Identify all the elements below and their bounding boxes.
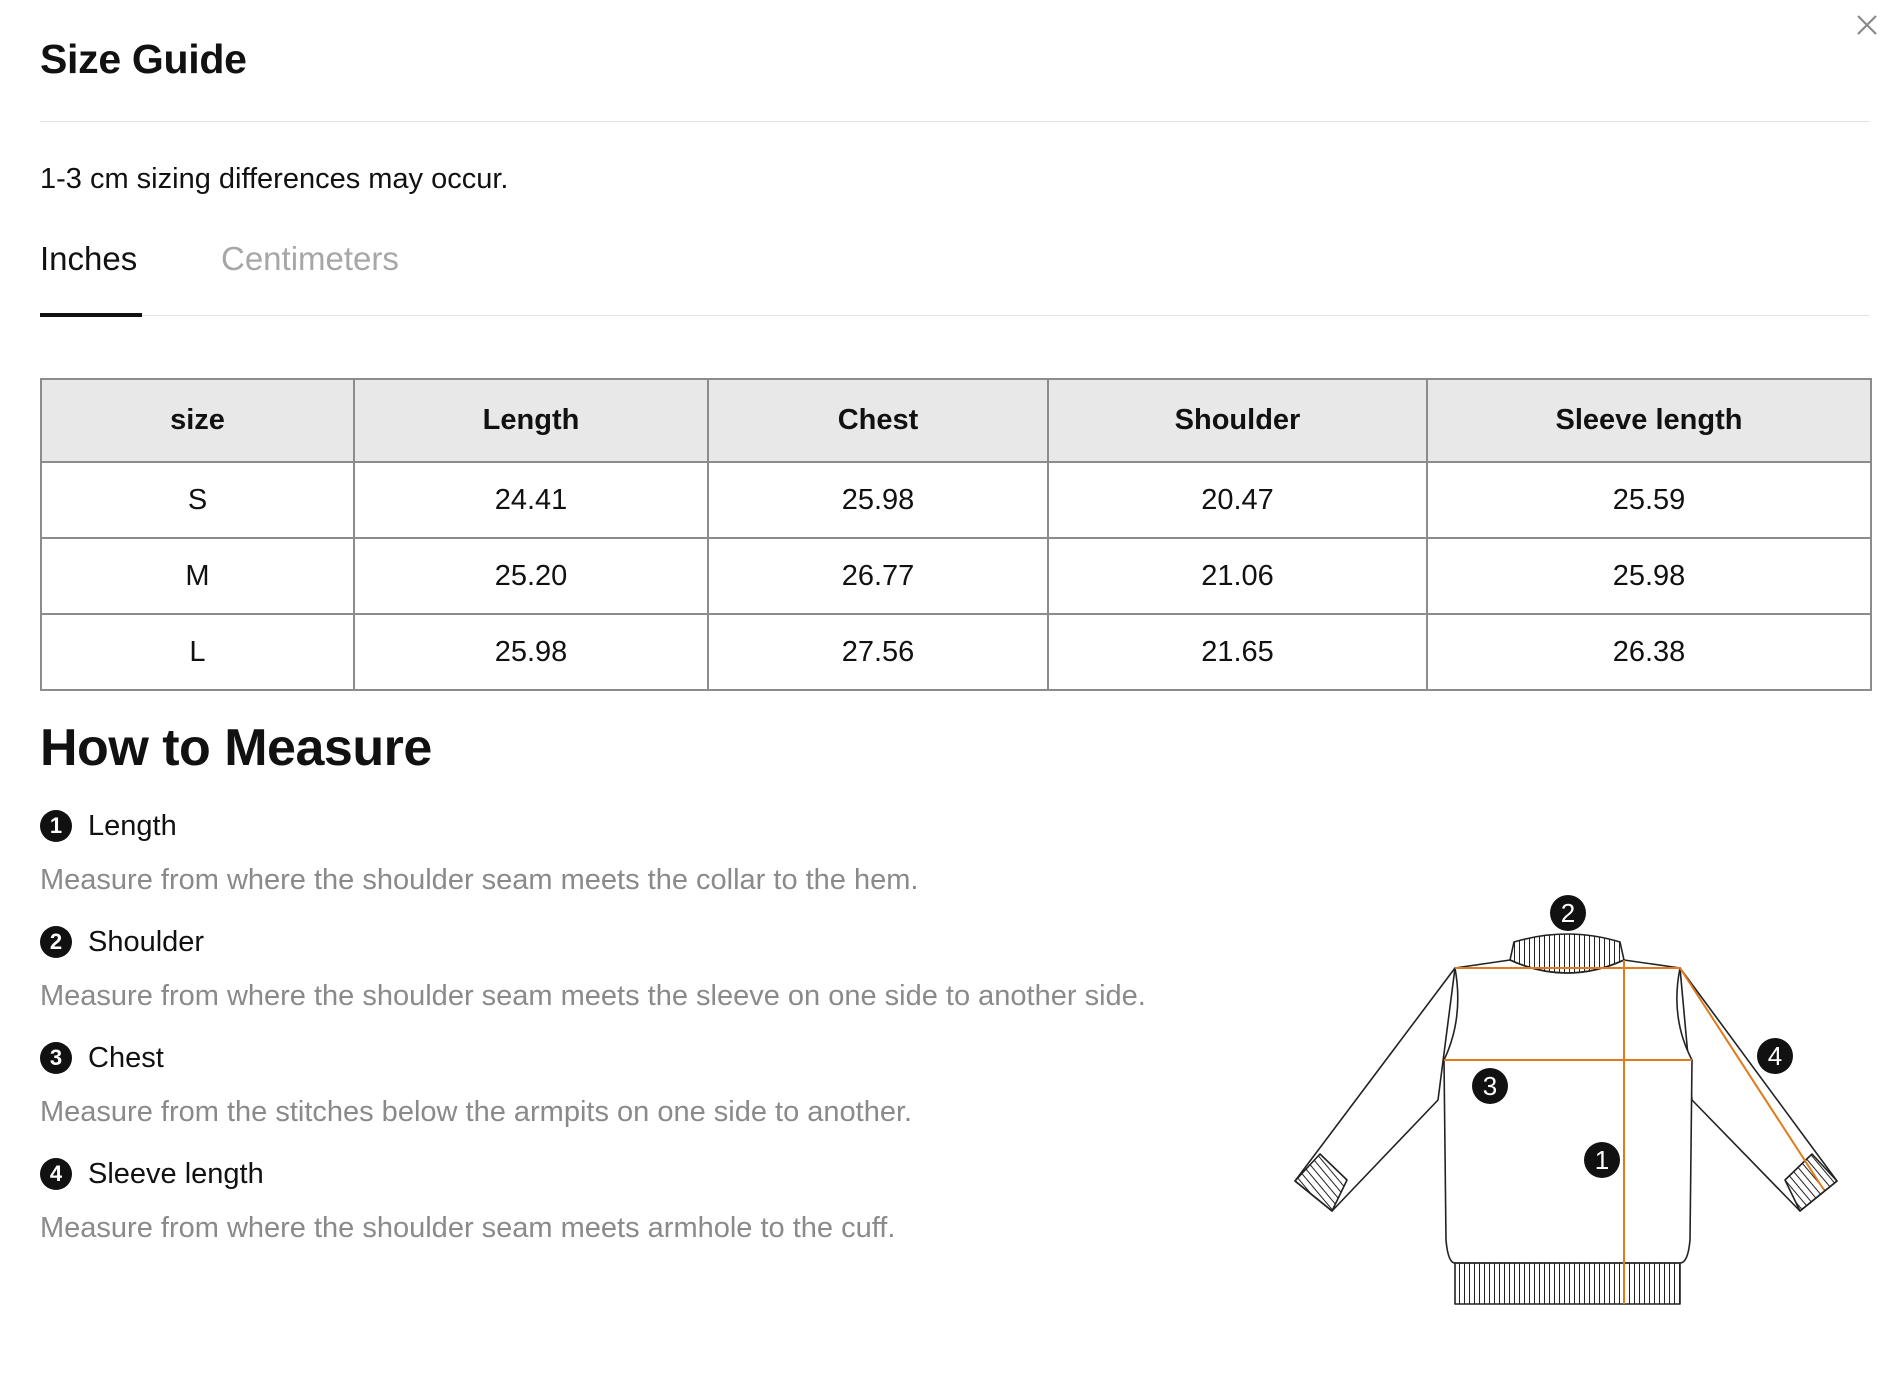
active-tab-indicator — [40, 313, 142, 317]
svg-text:2: 2 — [1560, 898, 1576, 928]
table-cell: 20.47 — [1048, 462, 1427, 538]
tab-inches[interactable]: Inches — [40, 240, 138, 277]
table-row — [41, 462, 1871, 538]
measure-item-shoulder — [40, 922, 1190, 1013]
size-table — [40, 378, 1872, 691]
marker-3 — [1472, 1068, 1508, 1104]
sweater-diagram-icon — [1262, 888, 1872, 1318]
measure-label: Shoulder — [88, 925, 205, 958]
measure-item-length — [40, 806, 1190, 897]
table-cell: 25.98 — [354, 614, 708, 690]
table-cell: L — [41, 614, 354, 690]
measure-description: Measure from where the shoulder seam meets the sleeve on one side to another side. — [40, 980, 1146, 1012]
measure-description: Measure from where the shoulder seam meets the collar to the hem. — [40, 864, 919, 896]
number-badge-icon: 3 — [40, 1042, 72, 1074]
close-icon — [1852, 10, 1882, 40]
table-cell: 21.06 — [1048, 538, 1427, 614]
table-cell: 25.98 — [708, 462, 1048, 538]
sizing-note: 1-3 cm sizing differences may occur. — [40, 163, 509, 195]
table-cell: 25.98 — [1427, 538, 1871, 614]
table-cell: 26.77 — [708, 538, 1048, 614]
title-divider — [40, 121, 1870, 122]
marker-2 — [1550, 895, 1586, 931]
header-length: Length — [354, 379, 708, 462]
header-sleeve-length: Sleeve length — [1427, 379, 1871, 462]
measure-item-chest — [40, 1038, 1190, 1129]
measure-label: Chest — [88, 1041, 164, 1074]
svg-text:4: 4 — [1767, 1041, 1783, 1071]
table-cell: S — [41, 462, 354, 538]
table-cell: 26.38 — [1427, 614, 1871, 690]
svg-text:3: 3 — [1482, 1071, 1498, 1101]
header-size: size — [41, 379, 354, 462]
table-cell: M — [41, 538, 354, 614]
table-header-row — [41, 379, 1871, 462]
unit-tabs — [40, 240, 1870, 316]
table-cell: 25.59 — [1427, 462, 1871, 538]
table-cell: 21.65 — [1048, 614, 1427, 690]
number-badge-icon: 4 — [40, 1158, 72, 1190]
header-shoulder: Shoulder — [1048, 379, 1427, 462]
marker-4 — [1757, 1038, 1793, 1074]
measure-description: Measure from the stitches below the armpits on one side to another. — [40, 1096, 913, 1128]
how-to-measure-title: How to Measure — [40, 719, 432, 777]
svg-text:1: 1 — [1594, 1145, 1610, 1175]
marker-1 — [1584, 1142, 1620, 1178]
measure-description: Measure from where the shoulder seam meets armhole to the cuff. — [40, 1212, 896, 1244]
number-badge-icon: 2 — [40, 926, 72, 958]
tab-centimeters[interactable]: Centimeters — [221, 240, 399, 277]
measure-label: Length — [88, 809, 177, 842]
table-cell: 24.41 — [354, 462, 708, 538]
table-row — [41, 614, 1871, 690]
number-badge-icon: 1 — [40, 810, 72, 842]
close-button[interactable] — [1852, 10, 1882, 40]
measure-item-sleeve-length — [40, 1154, 1190, 1245]
table-row — [41, 538, 1871, 614]
table-cell: 25.20 — [354, 538, 708, 614]
modal-title: Size Guide — [40, 36, 247, 82]
measure-label: Sleeve length — [88, 1157, 264, 1190]
header-chest: Chest — [708, 379, 1048, 462]
table-cell: 27.56 — [708, 614, 1048, 690]
